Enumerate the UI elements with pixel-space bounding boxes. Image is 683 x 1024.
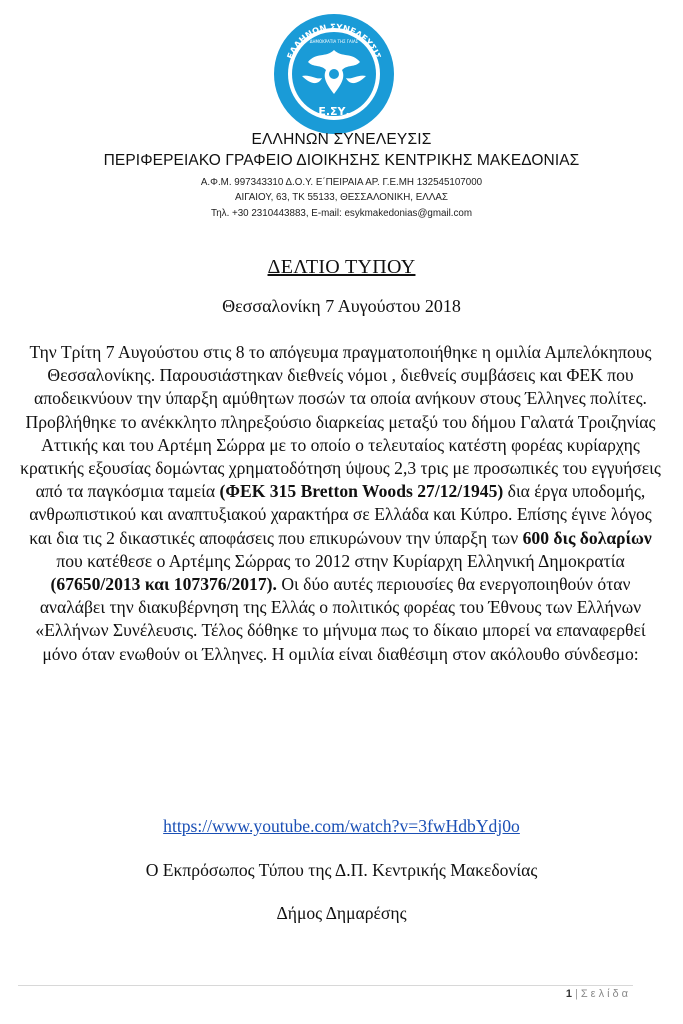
organization-name: ΕΛΛΗΝΩΝ ΣΥΝΕΛΕΥΣΙΣ: [251, 131, 432, 148]
tax-registration-line: Α.Φ.Μ. 997343310 Δ.Ο.Υ. Ε΄ΠΕΙΡΑΙΑ ΑΡ. Γ.Ε.ΜΗ 132545107000: [200, 177, 483, 188]
page-number: 1: [565, 988, 572, 1000]
body-bold-court-decisions: (67650/2013 και 107376/2017).: [50, 574, 277, 595]
body-text-part: που κατέθεσε ο Αρτέμης Σώρρας το 2012 στην Κυρίαρχη Ελληνική Δημοκρατία: [56, 550, 625, 571]
logo-abbreviation: Ε.ΣΥ.: [318, 105, 350, 118]
organization-office: ΠΕΡΙΦΕΡΕΙΑΚΟ ΓΡΑΦΕΙΟ ΔΙΟΙΚΗΣΗΣ ΚΕΝΤΡΙΚΗΣ ΜΑΚΕΔΟΝΙΑΣ: [103, 152, 580, 169]
footer-separator: |: [575, 988, 578, 1000]
body-bold-amount: 600 δις δολαρίων: [522, 527, 652, 548]
logo-emblem-icon: [272, 12, 396, 136]
organization-logo: [272, 12, 396, 136]
page-footer: [566, 988, 631, 1000]
address-line: ΑΙΓΑΙΟΥ, 63, ΤΚ 55133, ΘΕΣΣΑΛΟΝΙΚΗ, ΕΛΛΑΣ: [235, 192, 448, 203]
youtube-link[interactable]: https://www.youtube.com/watch?v=3fwHdbYdj0o: [163, 816, 520, 836]
logo-arc-text: ΕΛΛΗΝΩΝ ΣΥΝΕΛΕΥΣΙΣ: [285, 22, 383, 61]
footer-divider: [18, 985, 633, 986]
press-release-body: [18, 341, 663, 666]
logo-small-text: ΔΗΜΟΚΡΑΤΙΑ ΤΗΣ ΓΑΙΑΣ: [309, 39, 359, 44]
page-label: Σελίδα: [580, 988, 631, 1000]
signature-name: Δήμος Δημαρέσης: [276, 903, 407, 923]
body-text-part: δια έργα υποδομής, ανθρωπιστικού και αναπτυξιακού χαρακτήρα σε Ελλάδα και Κύπρο. Επίσης έγινε λόγος και δια τις 2 δικαστικές αποφάσεις που επικυρώνουν την ύπαρξη των: [29, 481, 652, 548]
body-text-part: Την Τρίτη 7 Αυγούστου στις 8 το απόγευμα πραγματοποιήθηκε η ομιλία Αμπελόκηπους Θεσσαλονίκης. Παρουσιάστηκαν διεθνείς νόμοι , διεθνείς συμβάσεις και ΦΕΚ που αποδεικνύουν την ύπαρξη αμύθητων ποσών τα οποία ανήκουν στους Έλληνες πολίτες. Προβλήθηκε το ανέκκλητο πληρεξούσιο διαρκείας μεταξύ του δήμου Γαλατά Τροιζηνίας Αττικής και του Αρτέμη Σώρρα με το οποίο ο τελευταίος κατέστη φορέας κυρίαρχης κρατικής εξουσίας δομώντας χρηματοδότηση ύψους 2,3 τρις με προσωπικές του εγγυήσεις από τα παγκόσμια ταμεία: [20, 342, 661, 502]
document-date: Θεσσαλονίκη 7 Αυγούστου 2018: [222, 296, 461, 316]
body-text-part: Οι δύο αυτές περιουσίες θα ενεργοποιηθούν όταν αναλάβει την διακυβέρνηση της Ελλάς ο πολιτικός φορέας του Έθνους των Ελλήνων «Ελλήνων Συνέλευσις. Τέλος δόθηκε το μήνυμα πως το δίκαιο μπορεί να επαναφερθεί μόνο όταν ενωθούν οι Έλληνες. Η ομιλία είναι διαθέσιμη στον ακόλουθο σύνδεσμο:: [35, 574, 646, 664]
document-title: ΔΕΛΤΙΟ ΤΥΠΟΥ: [267, 256, 416, 278]
contact-line: Τηλ. +30 2310443883, E-mail: esykmakedonias@gmail.com: [210, 208, 473, 219]
signature-role: Ο Εκπρόσωπος Τύπου της Δ.Π. Κεντρικής Μακεδονίας: [145, 860, 538, 880]
body-bold-gazette: (ΦΕΚ 315 Bretton Woods 27/12/1945): [219, 481, 504, 502]
